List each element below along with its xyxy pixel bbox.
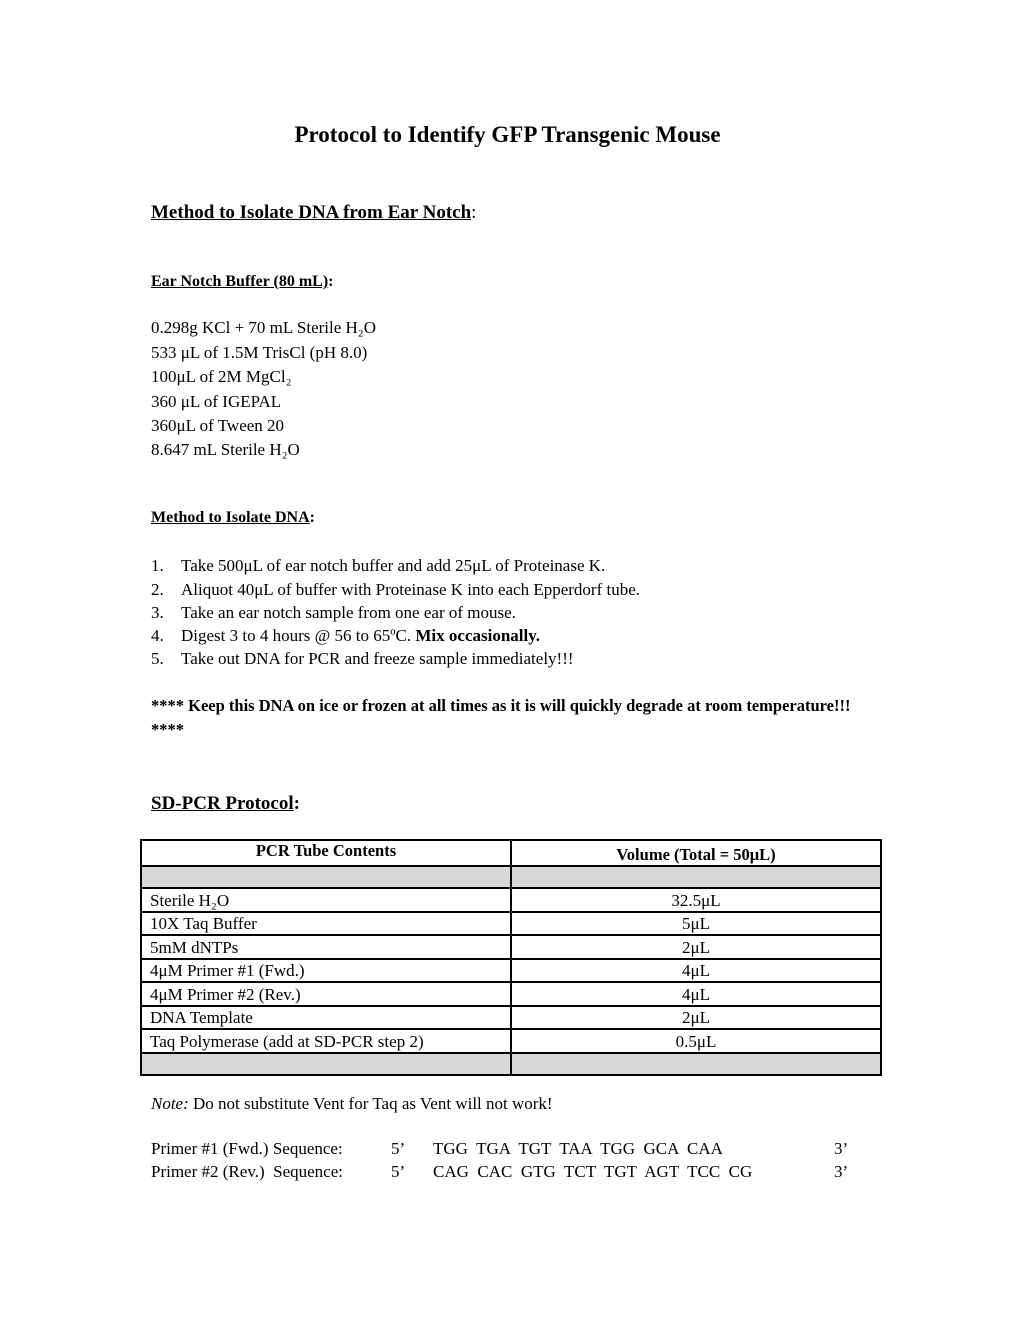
item-cell: Sterile H₂O <box>141 888 511 912</box>
table-row <box>141 935 881 959</box>
item-cell: 4μM Primer #1 (Fwd.) <box>141 959 511 983</box>
table-header-row <box>141 840 881 866</box>
primer-line <box>151 1162 871 1184</box>
step-number: 3. <box>151 603 164 622</box>
column-header: Volume (Total = 50μL) <box>511 840 881 866</box>
step-text: Aliquot 40μL of buffer with Proteinase K into each Epperdorf tube. <box>181 580 641 599</box>
colon: : <box>471 202 477 223</box>
buffer-line: 533 μL of 1.5M TrisCl (pH 8.0) <box>151 343 368 362</box>
volume-cell: 4μL <box>511 959 881 983</box>
three-prime: 3’ <box>834 1139 849 1158</box>
volume-cell: 2μL <box>511 1006 881 1030</box>
warning-text: **** Keep this DNA on ice or frozen at all times as it is will quickly degrade at room temperature!!! **** <box>151 696 851 739</box>
section-heading-text: Method to Isolate DNA from Ear Notch <box>151 202 472 223</box>
item-cell: DNA Template <box>141 1006 511 1030</box>
column-header: PCR Tube Contents <box>141 840 511 866</box>
item-cell: 10X Taq Buffer <box>141 912 511 936</box>
item-cell: 4μM Primer #2 (Rev.) <box>141 982 511 1006</box>
step-text-with-emphasis <box>181 626 540 646</box>
step-emphasis: Mix occasionally. <box>415 626 541 645</box>
page-title: Protocol to Identify GFP Transgenic Mouse <box>294 122 721 147</box>
primer-label: Primer #2 (Rev.) Sequence: <box>151 1162 343 1181</box>
table-spacer-row <box>141 1053 881 1075</box>
buffer-heading-text: Ear Notch Buffer (80 mL) <box>151 273 329 290</box>
buffer-line: 100μL of 2M MgCl₂ <box>151 367 292 386</box>
buffer-line: 360 μL of IGEPAL <box>151 392 282 411</box>
isolate-heading-text: Method to Isolate DNA <box>151 509 310 526</box>
volume-cell: 0.5μL <box>511 1029 881 1053</box>
step-text: Take an ear notch sample from one ear of mouse. <box>181 603 516 622</box>
step-number: 2. <box>151 580 164 599</box>
primer-line <box>151 1139 871 1161</box>
item-cell: 5mM dNTPs <box>141 935 511 959</box>
table-row <box>141 959 881 983</box>
volume-cell: 2μL <box>511 935 881 959</box>
three-prime: 3’ <box>834 1162 849 1181</box>
table-row <box>141 1006 881 1030</box>
isolate-heading <box>151 509 315 527</box>
step-number: 4. <box>151 626 164 645</box>
colon: : <box>309 509 315 526</box>
pcr-heading-text: SD-PCR Protocol <box>151 793 294 814</box>
empty-cell <box>141 866 511 888</box>
colon: : <box>328 273 334 290</box>
section-heading-isolate-ear-notch <box>151 202 476 224</box>
buffer-line: 8.647 mL Sterile H₂O <box>151 440 300 459</box>
pcr-table <box>140 839 882 1076</box>
table-row <box>141 912 881 936</box>
empty-cell <box>511 866 881 888</box>
volume-cell: 4μL <box>511 982 881 1006</box>
empty-cell <box>141 1053 511 1075</box>
five-prime: 5’ <box>391 1139 406 1158</box>
note <box>151 1094 553 1114</box>
table-row <box>141 982 881 1006</box>
step-text: Digest 3 to 4 hours @ 56 to 65ºC. <box>181 626 412 645</box>
item-cell: Taq Polymerase (add at SD-PCR step 2) <box>141 1029 511 1053</box>
pcr-heading <box>151 793 300 815</box>
note-text: Do not substitute Vent for Taq as Vent will not work! <box>193 1094 553 1113</box>
primer-sequence: CAG CAC GTG TCT TGT AGT TCC CG <box>433 1162 753 1181</box>
buffer-heading <box>151 273 334 291</box>
volume-cell: 5μL <box>511 912 881 936</box>
table-row <box>141 888 881 912</box>
note-label: Note: <box>151 1094 189 1113</box>
empty-cell <box>511 1053 881 1075</box>
five-prime: 5’ <box>391 1162 406 1181</box>
volume-cell: 32.5μL <box>511 888 881 912</box>
step-text: Take out DNA for PCR and freeze sample immediately!!! <box>181 649 574 668</box>
table-row <box>141 1029 881 1053</box>
step-number: 5. <box>151 649 164 668</box>
buffer-line: 0.298g KCl + 70 mL Sterile H₂O <box>151 318 377 337</box>
step-number: 1. <box>151 556 164 575</box>
colon: : <box>293 793 300 814</box>
buffer-line: 360μL of Tween 20 <box>151 416 285 435</box>
step-text: Take 500μL of ear notch buffer and add 25μL of Proteinase K. <box>181 556 606 575</box>
primer-sequence: TGG TGA TGT TAA TGG GCA CAA <box>433 1139 723 1158</box>
table-spacer-row <box>141 866 881 888</box>
primer-label: Primer #1 (Fwd.) Sequence: <box>151 1139 343 1158</box>
